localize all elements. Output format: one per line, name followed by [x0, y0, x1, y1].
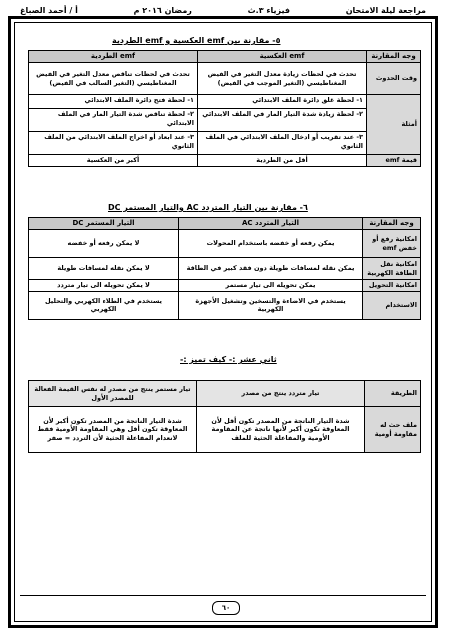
- header-author: أ / أحمد الصباغ: [20, 6, 78, 15]
- table-row: [29, 280, 421, 291]
- header-date: رمضان ٢٠١٦ م: [133, 6, 192, 15]
- row-label: وقت الحدوث: [367, 63, 421, 95]
- row-label: الاستخدام: [363, 291, 421, 319]
- header-cell: التيار المتردد AC: [179, 218, 363, 230]
- section12-title: ثاني عشر :- كيف تميز :-: [180, 355, 277, 364]
- row-label: امكانية رفع أو خفض emf: [363, 230, 421, 258]
- table-header-row: [29, 218, 421, 230]
- table-cell: [198, 95, 367, 155]
- section5-title: ٥- مقارنة بين emf العكسية و emf الطردية: [112, 36, 281, 45]
- header-title: مراجعة ليلة الامتحان: [345, 6, 426, 15]
- row-label: ملف حث له مقاومة أومية: [365, 407, 421, 453]
- table-row: [29, 155, 421, 166]
- header-subject: فيزياء ٣.ث: [247, 6, 290, 15]
- list-item: ١- لحظة فتح دائرة الملف الابتدائي: [29, 95, 197, 109]
- header-cell: emf العكسية: [198, 51, 367, 63]
- row-label: امكانية التحويل: [363, 280, 421, 291]
- list-item: ١- لحظة غلق دائرة الملف الابتدائي: [198, 95, 366, 109]
- section6-title: ٦- مقارنة بين التيار المتردد AC والتيار المستمر DC: [108, 203, 308, 212]
- table-cell: يستخدم في الطلاء الكهربي والتحليل الكهربي: [29, 291, 179, 319]
- header-cell: تيار متردد ينتج من مصدر: [197, 381, 365, 407]
- list-item: ٣- عند تقريب أو ادخال الملف الابتدائي في الملف الثانوي: [205, 133, 363, 150]
- page-number: ٦٠: [212, 601, 240, 615]
- table-cell: يمكن تحويله الى تيار مستمر: [179, 280, 363, 291]
- footer-divider: [20, 595, 426, 596]
- list-item: ٢- لحظة زيادة شدة التيار المار في الملف الابتدائي: [198, 109, 366, 132]
- table-cell: لا يمكن نقله لمسافات طويلة: [29, 258, 179, 280]
- header-cell: تيار مستمر ينتج من مصدر له نفس القيمة الفعالة للمصدر الأول: [29, 381, 197, 407]
- header-cell: emf الطردية: [29, 51, 198, 63]
- row-label: امكانية نقل الطاقة الكهربية: [363, 258, 421, 280]
- table-header-row: [29, 381, 421, 407]
- table-cell: أكبر من العكسية: [29, 155, 198, 166]
- list-item: ٢- لحظة تناقص شدة التيار المار في الملف الابتدائي: [29, 109, 197, 132]
- table-row: [29, 230, 421, 258]
- header-cell: وجه المقارنة: [363, 218, 421, 230]
- distinguish-table: [28, 380, 421, 453]
- table-cell: تحدث في لحظات زيادة معدل التغير في الفيض المغناطيسي (التغير الموجب في الفيض): [198, 63, 367, 95]
- table-row: [29, 258, 421, 280]
- table-cell: لا يمكن رفعه أو خفضه: [29, 230, 179, 258]
- table-row: [29, 63, 421, 95]
- table-cell: يمكن نقله لمسافات طويلة دون فقد كبير في الطاقة: [179, 258, 363, 280]
- emf-comparison-table: [28, 50, 421, 167]
- table-row: [29, 407, 421, 453]
- table-cell: شدة التيار الناتجة من المصدر تكون أكبر لأن المعاوقة تكون أقل وهي المقاومة الأومية فقط لانعدام المفاعلة الحثية لأن التردد = صفر: [29, 407, 197, 453]
- header-cell: التيار المستمر DC: [29, 218, 179, 230]
- list-item: ٣- عند ابعاد أو اخراج الملف الابتدائي من الملف الثانوي: [44, 133, 194, 150]
- row-label: أمثلة: [367, 95, 421, 155]
- header-cell: الطريقة: [365, 381, 421, 407]
- table-row: [29, 95, 421, 155]
- table-cell: يمكن رفعه أو خفضه باستخدام المحولات: [179, 230, 363, 258]
- table-row: [29, 291, 421, 319]
- page-header: [20, 4, 426, 17]
- table-cell: [29, 95, 198, 155]
- header-cell: وجه المقارنة: [367, 51, 421, 63]
- ac-dc-comparison-table: [28, 217, 421, 320]
- table-cell: لا يمكن تحويله الى تيار متردد: [29, 280, 179, 291]
- table-cell: شدة التيار الناتجة من المصدر تكون أقل لأن المعاوقة تكون أكبر لأنها ناتجة عن المقاومة الأومية والمفاعلة الحثية للملف: [197, 407, 365, 453]
- table-cell: أقل من الطردية: [198, 155, 367, 166]
- row-label: قيمة emf: [367, 155, 421, 166]
- table-header-row: [29, 51, 421, 63]
- table-cell: يستخدم في الاضاءة والتسخين وتشغيل الأجهزة الكهربية: [179, 291, 363, 319]
- table-cell: تحدث في لحظات تناقص معدل التغير في الفيض المغناطيسي (التغير السالب في الفيض): [29, 63, 198, 95]
